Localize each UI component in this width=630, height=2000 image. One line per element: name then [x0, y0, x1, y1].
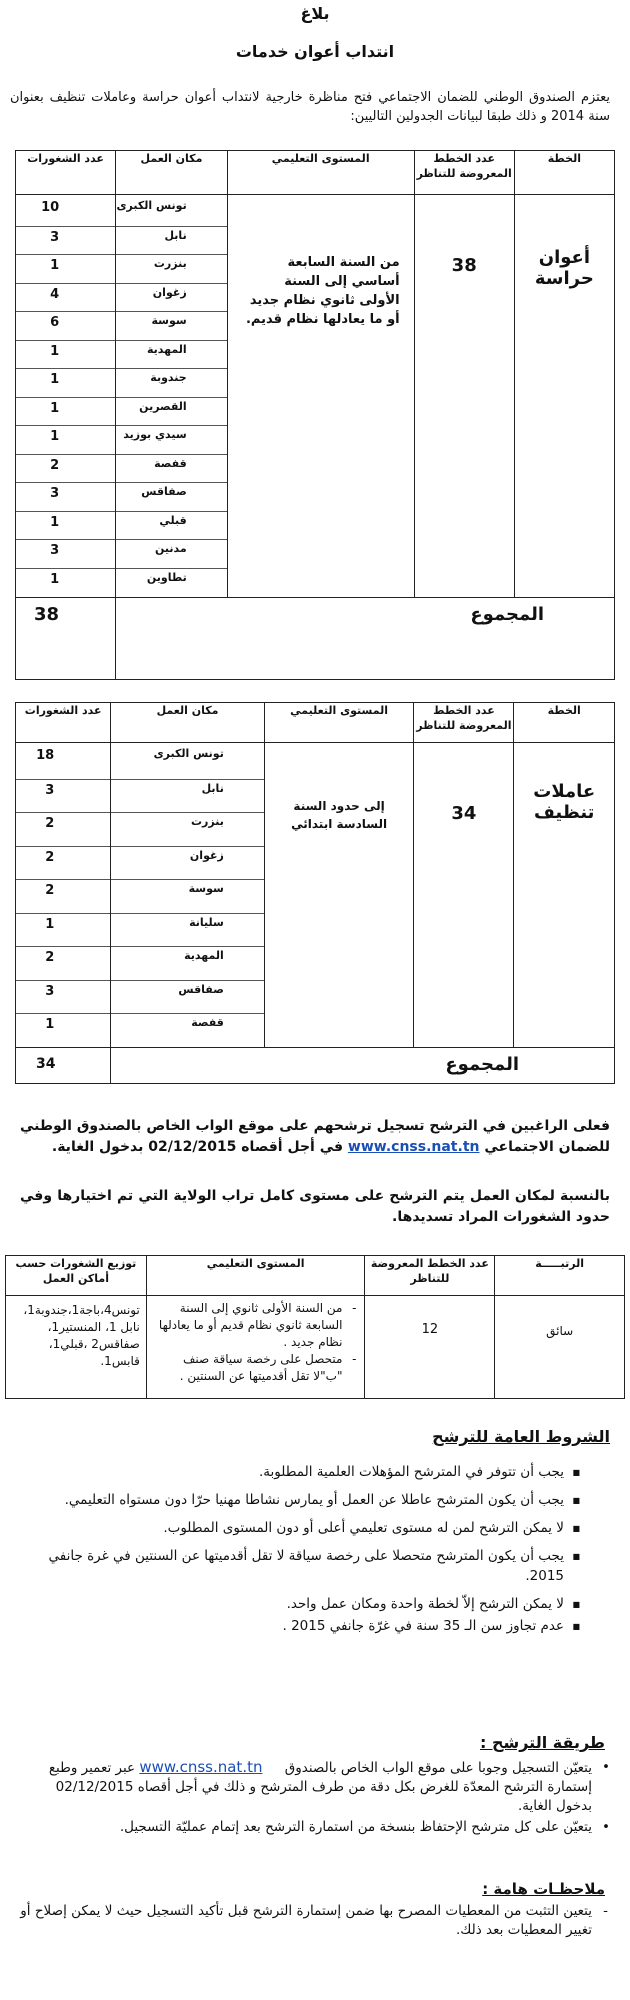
vacancy-count-label: 1 — [50, 258, 60, 273]
work-place-label: المهدية — [184, 949, 224, 962]
vacancy-count-label: 1 — [50, 429, 60, 444]
work-place — [116, 311, 227, 341]
work-place — [111, 812, 264, 847]
count-value: 38 — [451, 255, 477, 276]
place-note: بالنسبة لمكان العمل يتم الترشح على مستوى كامل تراب الولاية التي تم اختيارها وفي حدود الشغورات المراد تسديدها. — [20, 1188, 610, 1225]
work-place-label: سيدي بوزيد — [123, 428, 187, 441]
work-place-label: قبلي — [159, 513, 187, 527]
place-cell — [111, 743, 265, 1048]
method-item-1-text: يتعيّن التسجيل وجوبا على موقع الواب الخاص بالصندوق — [284, 1760, 592, 1776]
vacancy-count — [16, 368, 115, 398]
plan-name: أعوان حراسة — [534, 247, 594, 289]
plan-cell — [514, 743, 615, 1048]
vacancy-count — [16, 779, 110, 814]
count-cell — [414, 195, 514, 598]
vacancy-count-label: 1 — [50, 400, 60, 416]
vacancy-count-label: 4 — [50, 286, 60, 302]
vacancy-count — [16, 539, 115, 569]
work-place — [116, 568, 227, 598]
place-cell — [116, 195, 228, 598]
level-item: - من السنة الأولى ثانوي إلى السنة السابعة ثانوي نظام قديم أو ما يعادلها نظام جديد . — [158, 1301, 357, 1349]
work-place-label: سوسة — [151, 314, 187, 327]
work-place-label: نابل — [201, 781, 224, 795]
condition-item: ■ لا يمكن الترشح لمن له مستوى تعليمي أعلى أو دون المستوى المطلوب. — [22, 1518, 564, 1538]
vacancy-count-label: 6 — [50, 315, 60, 330]
vacancy-count-label: 3 — [45, 983, 55, 999]
work-place-label: صفاقس — [178, 982, 224, 996]
distribution-cell — [6, 1296, 147, 1399]
vacancy-count — [16, 197, 115, 226]
work-place-label: بنزرت — [190, 815, 224, 828]
apply-note — [20, 1116, 610, 1158]
method-section — [20, 1758, 610, 1837]
work-place — [116, 482, 227, 512]
work-place-label: نابل — [164, 228, 187, 242]
vacancy-count — [16, 568, 115, 598]
work-place — [116, 283, 227, 313]
plan-cell — [514, 195, 614, 598]
vacancy-count-label: 1 — [45, 916, 55, 932]
rank-cell — [495, 1296, 625, 1399]
vacancy-count — [16, 311, 115, 341]
vacancy-count — [16, 482, 115, 512]
count-cell — [365, 1296, 495, 1399]
page-title: انتداب أعوان خدمات — [235, 42, 395, 61]
vacancy-count-label: 3 — [50, 486, 60, 501]
vacancy-count — [16, 946, 110, 981]
total-label-cell — [111, 1048, 615, 1084]
total-label: المجموع — [470, 604, 544, 625]
total-label-cell — [116, 598, 615, 680]
count-value: 12 — [421, 1322, 439, 1337]
work-place — [116, 340, 227, 370]
work-place — [116, 511, 227, 541]
method-item-1: • يتعيّن التسجيل وجوبا على موقع الواب الخاص بالصندوق www.cnss.nat.tn عبر تعمير وطبع إستمارة الترشح المعدّة للغرض بكل دقة من طرف المترشح و ذلك في أجل أقصاه 02/12/2015 بدخول الغاية. — [48, 1758, 610, 1814]
total-value-cell — [16, 1048, 111, 1084]
work-place-label: قفصة — [191, 1016, 224, 1029]
vacancy-count-label: 2 — [45, 950, 55, 965]
count-cell — [414, 743, 514, 1048]
work-place-label: القصرين — [139, 399, 187, 413]
work-place — [111, 779, 264, 814]
work-place-label: مدنين — [155, 542, 187, 555]
vacancy-count — [16, 340, 115, 370]
work-place — [116, 197, 227, 226]
condition-item: ■ لا يمكن الترشح إلاّ لخطة واحدة ومكان عمل واحد. — [22, 1594, 564, 1614]
col-header-level: المستوى التعليمي — [146, 1256, 365, 1296]
vacancy-count — [16, 913, 110, 948]
work-place-label: تونس الكبرى — [153, 747, 224, 760]
vacancy-count-label: 2 — [50, 457, 60, 473]
vacancy-count — [16, 425, 115, 455]
vacancy-count — [16, 812, 110, 847]
vacancy-count-label: 1 — [50, 571, 60, 587]
general-conditions-title: الشروط العامة للترشح — [432, 1427, 610, 1446]
vacancy-count — [16, 846, 110, 881]
vacancy-count-label: 2 — [45, 816, 55, 831]
work-place-label: صفاقس — [141, 485, 187, 498]
col-header-count: عدد الخطط المعروضة للتناظر — [365, 1256, 495, 1296]
vacancy-count — [16, 397, 115, 427]
level-item: - متحصل على رخصة سياقة صنف "ب"لا تقل أقدميتها عن السنتين . — [179, 1352, 357, 1383]
work-place-label: زغوان — [152, 285, 187, 299]
work-place-label: سوسة — [188, 882, 224, 895]
col-header-rank: الرتبـــــة — [495, 1256, 625, 1296]
col-header-plan: الخطة — [514, 151, 614, 195]
vacancy-count — [16, 283, 115, 313]
vacancy-count-label: 1 — [50, 372, 60, 387]
work-place — [111, 913, 264, 948]
rank-value: سائق — [546, 1324, 574, 1338]
method-item-2-text: يتعيّن على كل مترشح الإحتفاظ بنسخة من استمارة الترشح بعد إتمام عمليّة التسجيل. — [119, 1819, 592, 1835]
vacancy-count-label: 1 — [45, 1017, 55, 1032]
vacancy-count-label: 3 — [50, 229, 60, 245]
work-place — [116, 226, 227, 256]
work-place-label: زغوان — [189, 848, 224, 862]
condition-item: ■ يجب أن يكون المترشح عاطلا عن العمل أو يمارس نشاطا مهنيا حرّا دون مستواه التعليمي. — [22, 1490, 564, 1510]
cleaning-table — [15, 702, 615, 1084]
work-place — [116, 368, 227, 398]
work-place-label: بنزرت — [153, 257, 187, 270]
cnss-website-link[interactable]: www.cnss.nat.tn — [347, 1139, 480, 1155]
col-header-place: مكان العمل — [116, 151, 228, 195]
level-text: إلى حدود السنة السادسة ابتدائي — [291, 799, 388, 831]
notes-item-1: - يتعين التثبت من المعطيات المصرح بها ضمن إستمارة الترشح قبل تأكيد التسجيل حيث لا يمكن إصلاح أو تغيير المعطيات بعد ذلك. — [20, 1903, 608, 1938]
driver-table — [5, 1255, 625, 1399]
work-place — [111, 745, 264, 779]
vacancy-count-label: 2 — [45, 849, 55, 865]
cnss-website-link[interactable]: www.cnss.nat.tn — [139, 1758, 263, 1776]
vacancy-count-label: 3 — [45, 782, 55, 798]
vacancy-count-label: 2 — [45, 883, 55, 898]
notes-item-1-text: يتعين التثبت من المعطيات المصرح بها ضمن إستمارة الترشح قبل تأكيد التسجيل حيث لا يمكن إصلاح أو تغيير المعطيات بعد ذلك. — [20, 1903, 592, 1938]
work-place — [116, 254, 227, 284]
total-value: 38 — [34, 604, 60, 625]
notes-title: ملاحظـات هامة : — [482, 1880, 605, 1898]
vacancies-cell — [16, 743, 111, 1048]
intro-paragraph: يعتزم الصندوق الوطني للضمان الاجتماعي فتح مناظرة خارجية لانتداب أعوان حراسة وعاملات تنظيف بعنوان سنة 2014 و ذلك طبقا لبيانات الجدولين التاليين: — [10, 90, 610, 124]
total-label: المجموع — [445, 1054, 519, 1075]
apply-note-part1: فعلى الراغبين في الترشح تسجيل ترشحهم على موقع الواب الخاص بالصندوق الوطني للضمان الاجتماعي — [20, 1118, 610, 1155]
total-value-cell — [16, 598, 116, 680]
plan-name: عاملات تنظيف — [533, 781, 596, 823]
condition-item: ■ يجب أن يكون المترشح متحصلا على رخصة سياقة لا تقل أقدميتها عن السنتين في غرة جانفي 2015. — [22, 1546, 564, 1586]
level-cell — [264, 743, 414, 1048]
vacancy-count-label: 10 — [41, 200, 60, 215]
vacancy-count — [16, 511, 115, 541]
level-cell — [227, 195, 414, 598]
work-place — [116, 425, 227, 455]
general-conditions-list — [22, 1462, 582, 1644]
vacancy-count — [16, 745, 110, 779]
work-place-label: المهدية — [147, 342, 187, 356]
work-place — [111, 946, 264, 981]
vacancy-count-label: 18 — [36, 748, 55, 763]
col-header-place: مكان العمل — [111, 703, 265, 743]
guards-table — [15, 150, 615, 680]
work-place — [111, 879, 264, 914]
work-place-label: قفصة — [154, 456, 187, 470]
method-item-1-text-cont: عبر تعمير وطبع إستمارة الترشح المعدّة للغرض بكل دقة من طرف المترشح و ذلك في أجل أقصاه 02/12/2015 بدخول الغاية. — [48, 1760, 592, 1814]
col-header-count: عدد الخطط المعروضة للتناظر — [414, 703, 514, 743]
work-place — [116, 397, 227, 427]
vacancy-count-label: 1 — [50, 343, 60, 359]
apply-note-part2: في أجل أقصاه 02/12/2015 بدخول الغاية. — [51, 1139, 344, 1155]
vacancy-count — [16, 980, 110, 1015]
work-place — [116, 539, 227, 569]
vacancy-count — [16, 254, 115, 284]
vacancies-cell — [16, 195, 116, 598]
notice-heading: بلاغ — [300, 4, 330, 23]
level-cell — [146, 1296, 365, 1399]
col-header-vacancies: عدد الشغورات — [16, 151, 116, 195]
col-header-level: المستوى التعليمي — [227, 151, 414, 195]
col-header-distribution: توزيع الشغورات حسب أماكن العمل — [6, 1256, 147, 1296]
vacancy-count — [16, 454, 115, 484]
vacancy-count-label: 3 — [50, 543, 60, 558]
level-text: من السنة السابعة أساسي إلى السنة الأولى ثانوي نظام جديد أو ما يعادلها نظام قديم. — [245, 255, 400, 327]
col-header-level: المستوى التعليمي — [264, 703, 414, 743]
col-header-plan: الخطة — [514, 703, 615, 743]
col-header-count: عدد الخطط المعروضة للتناظر — [414, 151, 514, 195]
method-title: طريقة الترشح : — [479, 1733, 605, 1752]
work-place — [111, 980, 264, 1015]
method-item-2: • يتعيّن على كل مترشح الإحتفاظ بنسخة من استمارة الترشح بعد إتمام عمليّة التسجيل. — [119, 1819, 610, 1835]
work-place-label: جندوبة — [150, 371, 187, 384]
work-place-label: سليانة — [189, 915, 224, 929]
vacancy-count — [16, 879, 110, 914]
distribution-text: تونس4،باجة1،جندوبة1، نابل 1، المنستير1، صفاقس2 ،قبلي1، قابس1. — [23, 1303, 140, 1368]
vacancy-count-label: 1 — [50, 514, 60, 530]
total-value: 34 — [36, 1056, 56, 1072]
count-value: 34 — [451, 803, 477, 824]
condition-item: ■ يجب أن تتوفر في المترشح المؤهلات العلمية المطلوبة. — [22, 1462, 564, 1482]
condition-item: ■ عدم تجاوز سن الـ 35 سنة في غرّة جانفي 2015 . — [22, 1616, 564, 1636]
col-header-vacancies: عدد الشغورات — [16, 703, 111, 743]
vacancy-count — [16, 226, 115, 256]
work-place — [116, 454, 227, 484]
work-place-label: تطاوين — [146, 570, 187, 584]
work-place — [111, 846, 264, 881]
work-place — [111, 1013, 264, 1048]
vacancy-count — [16, 1013, 110, 1048]
work-place-label: تونس الكبرى — [116, 199, 187, 212]
